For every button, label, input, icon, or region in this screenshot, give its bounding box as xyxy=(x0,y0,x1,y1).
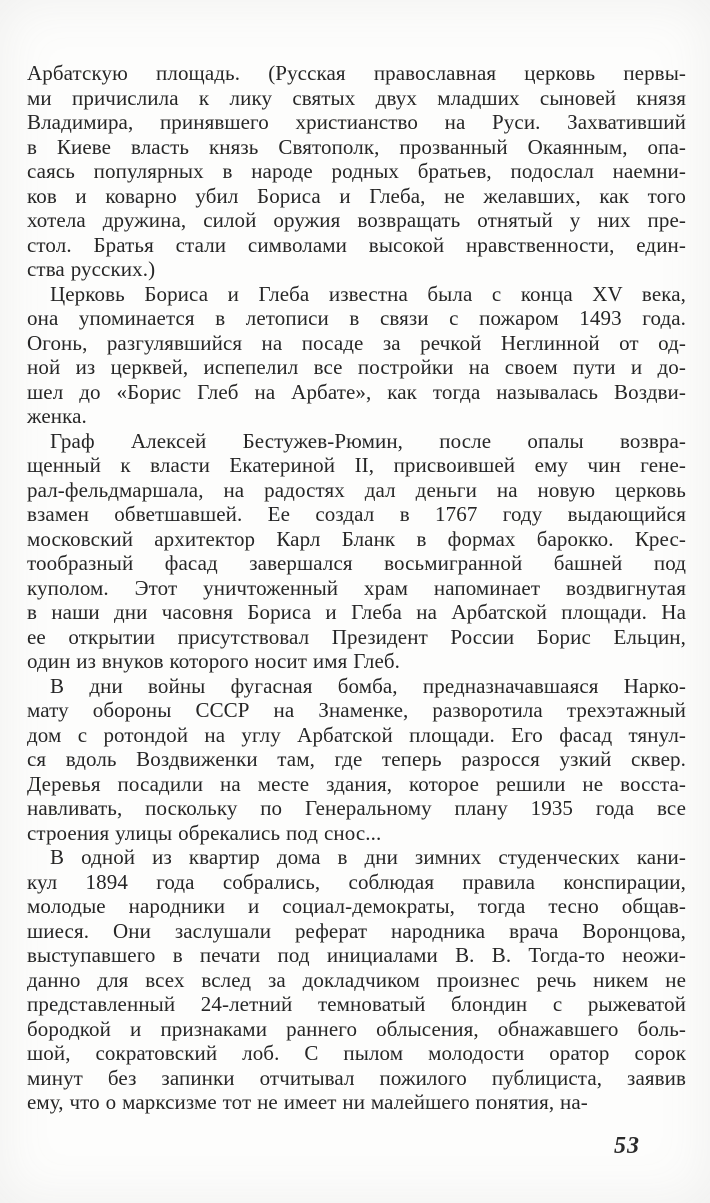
text-line: ми причислила к лику святых двух младших сыновей князя xyxy=(27,85,686,110)
text-line: строения улицы обрекались под снос... xyxy=(27,820,382,845)
page-footer xyxy=(614,1133,640,1160)
text-line: представленный 24-летний темноватый блондин с рыжеватой xyxy=(27,992,686,1016)
text-line: выступавшего в печати под инициалами В. В. Тогда-то неожи- xyxy=(27,943,686,967)
paragraph xyxy=(27,429,686,674)
text-line: щенный к власти Екатериной II, присвоившей ему чин гене- xyxy=(27,453,686,477)
paragraph xyxy=(27,282,686,429)
paragraph xyxy=(27,61,686,282)
text-line: Огонь, разгулявшийся на посаде за речкой Неглинной от од- xyxy=(27,330,686,355)
text-line: она упоминается в летописи в связи с пожаром 1493 года. xyxy=(27,306,686,330)
text-line: Владимира, принявшего христианство на Руси. Захвативший xyxy=(27,110,686,134)
text-line: бородкой и признаками раннего облысения, обнажавшего боль- xyxy=(27,1016,686,1041)
text-line: мату обороны СССР на Знаменке, разворотила трехэтажный xyxy=(27,698,686,722)
paragraph xyxy=(27,674,686,846)
text-line: дом с ротондой на углу Арбатской площади. Его фасад тянул- xyxy=(27,722,686,747)
text-line: один из внуков которого носит имя Глеб. xyxy=(27,649,401,673)
text-line: ной из церквей, испепелил все постройки на своем пути и до- xyxy=(27,355,686,379)
text-line: рал-фельдмаршала, на радостях дал деньги на новую церковь xyxy=(27,477,686,502)
text-line: данно для всех вслед за докладчиком произнес речь никем не xyxy=(27,967,686,992)
text-line: молодые народники и социал-демократы, тогда тесно общав- xyxy=(27,894,686,918)
paragraph xyxy=(27,845,686,1115)
text-line: ему, что о марксизме тот не имеет ни малейшего понятия, на- xyxy=(27,1090,588,1114)
text-line: стол. Братья стали символами высокой нравственности, един- xyxy=(27,232,686,257)
text-line: Церковь Бориса и Глеба известна была с конца XV века, xyxy=(50,281,686,306)
page-number: 53 xyxy=(614,1133,640,1159)
text-line: в наши дни часовня Бориса и Глеба на Арбатской площади. На xyxy=(27,600,686,624)
text-line: навливать, поскольку по Генеральному плану 1935 года все xyxy=(27,796,686,820)
text-line: Деревья посадили на месте здания, которое решили не восста- xyxy=(27,771,686,796)
text-line: куполом. Этот уничтоженный храм напоминает воздвигнутая xyxy=(27,575,686,600)
text-line: В одной из квартир дома в дни зимних студенческих кани- xyxy=(50,845,686,869)
text-line: кул 1894 года собрались, соблюдая правила конспирации, xyxy=(27,869,686,894)
text-line: взамен обветшавшей. Ее создал в 1767 году выдающийся xyxy=(27,502,686,526)
text-line: ства русских.) xyxy=(27,257,156,281)
text-line: хотела дружина, силой оружия возвращать отнятый у них пре- xyxy=(27,208,686,232)
text-line: московский архитектор Карл Бланк в формах барокко. Крес- xyxy=(27,526,686,551)
text-line: тообразный фасад завершался восьмигранной башней под xyxy=(27,551,686,575)
text-line: саясь популярных в народе родных братьев, подослал наемни- xyxy=(27,159,686,183)
text-line: Граф Алексей Бестужев-Рюмин, после опалы возвра- xyxy=(50,428,686,453)
text-line: шой, сократовский лоб. С пылом молодости оратор сорок xyxy=(27,1041,686,1065)
text-line: ее открытии присутствовал Президент России Борис Ельцин, xyxy=(27,624,686,649)
text-line: шиеся. Они заслушали реферат народника врача Воронцова, xyxy=(27,918,686,943)
text-line: шел до «Борис Глеб на Арбате», как тогда называлась Воздви- xyxy=(27,379,686,404)
text-line: женка. xyxy=(27,404,87,428)
page-text-block xyxy=(27,61,686,1115)
text-line: ся вдоль Воздвиженки там, где теперь разросся узкий сквер. xyxy=(27,747,686,771)
text-line: ков и коварно убил Бориса и Глеба, не желавших, как того xyxy=(27,183,686,208)
text-line: минут без запинки отчитывал пожилого публициста, заявив xyxy=(27,1065,686,1090)
text-line: в Киеве власть князь Святополк, прозванный Окаянным, опа- xyxy=(27,134,686,159)
text-line: В дни войны фугасная бомба, предназначавшаяся Нарко- xyxy=(50,673,686,698)
text-line: Арбатскую площадь. (Русская православная церковь первы- xyxy=(27,61,686,85)
